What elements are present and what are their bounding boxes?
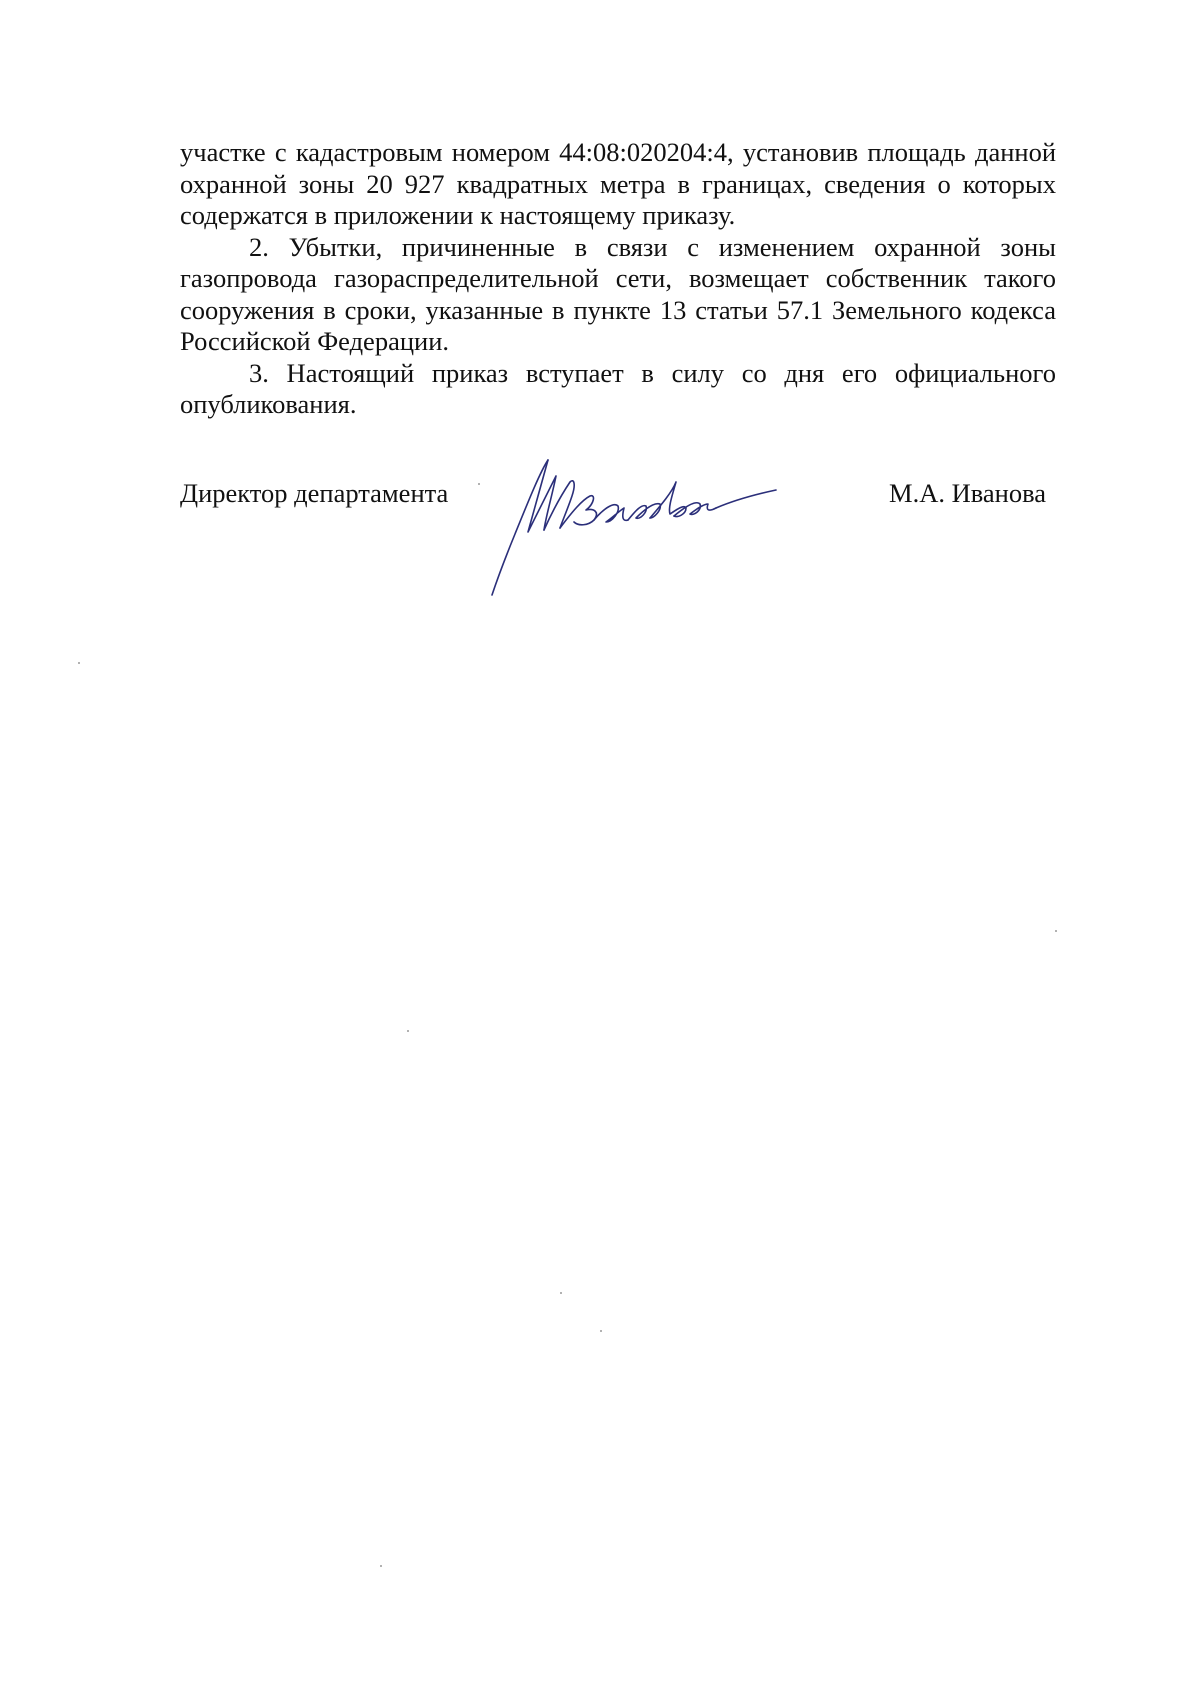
handwritten-signature bbox=[490, 452, 780, 602]
scan-speck bbox=[560, 1292, 562, 1294]
scan-speck bbox=[407, 1030, 409, 1032]
document-body bbox=[180, 137, 1056, 421]
scan-speck bbox=[78, 662, 80, 664]
paragraph-item-2: 2. Убытки, причиненные в связи с изменением охранной зоны газопровода газораспределительной сети, возмещает собственник такого сооружения в сроки, указанные в пункте 13 статьи 57.1 Земельного кодекса Российской Федерации. bbox=[180, 231, 1056, 356]
scan-speck bbox=[380, 1565, 382, 1567]
paragraph-item-3: 3. Настоящий приказ вступает в силу со дня его официального опубликования. bbox=[180, 357, 1056, 419]
scan-speck bbox=[600, 1330, 602, 1332]
paragraph-continuation: участке с кадастровым номером 44:08:020204:4, установив площадь данной охранной зоны 20 927 квадратных метра в границах, сведения о которых содержатся в приложении к настоящему приказу. bbox=[180, 137, 1056, 230]
scan-speck bbox=[478, 483, 480, 485]
signatory-name: М.А. Иванова bbox=[889, 478, 1046, 508]
scan-speck bbox=[1055, 930, 1057, 932]
signatory-position: Директор департамента bbox=[180, 478, 449, 508]
